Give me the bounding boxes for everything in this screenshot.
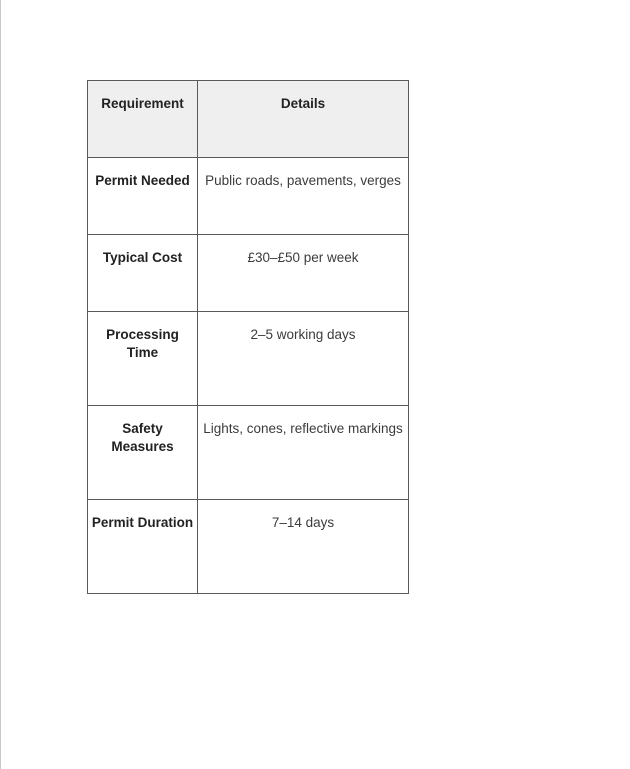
table-row (88, 235, 409, 312)
requirement-cell: Typical Cost (88, 235, 198, 312)
page-left-edge (0, 0, 1, 769)
header-details: Details (198, 81, 409, 158)
table-row (88, 406, 409, 500)
table-header (88, 81, 409, 158)
header-requirement: Requirement (88, 81, 198, 158)
header-row (88, 81, 409, 158)
requirement-cell: Safety Measures (88, 406, 198, 500)
details-cell: 2–5 working days (198, 312, 409, 406)
table-row (88, 500, 409, 594)
details-cell: 7–14 days (198, 500, 409, 594)
requirement-cell: Permit Needed (88, 158, 198, 235)
table-row (88, 312, 409, 406)
table-row (88, 158, 409, 235)
details-cell: Public roads, pavements, verges (198, 158, 409, 235)
table-body (88, 158, 409, 594)
requirement-cell: Processing Time (88, 312, 198, 406)
permit-requirements-table (87, 80, 409, 594)
details-cell: £30–£50 per week (198, 235, 409, 312)
details-cell: Lights, cones, reflective markings (198, 406, 409, 500)
requirement-cell: Permit Duration (88, 500, 198, 594)
